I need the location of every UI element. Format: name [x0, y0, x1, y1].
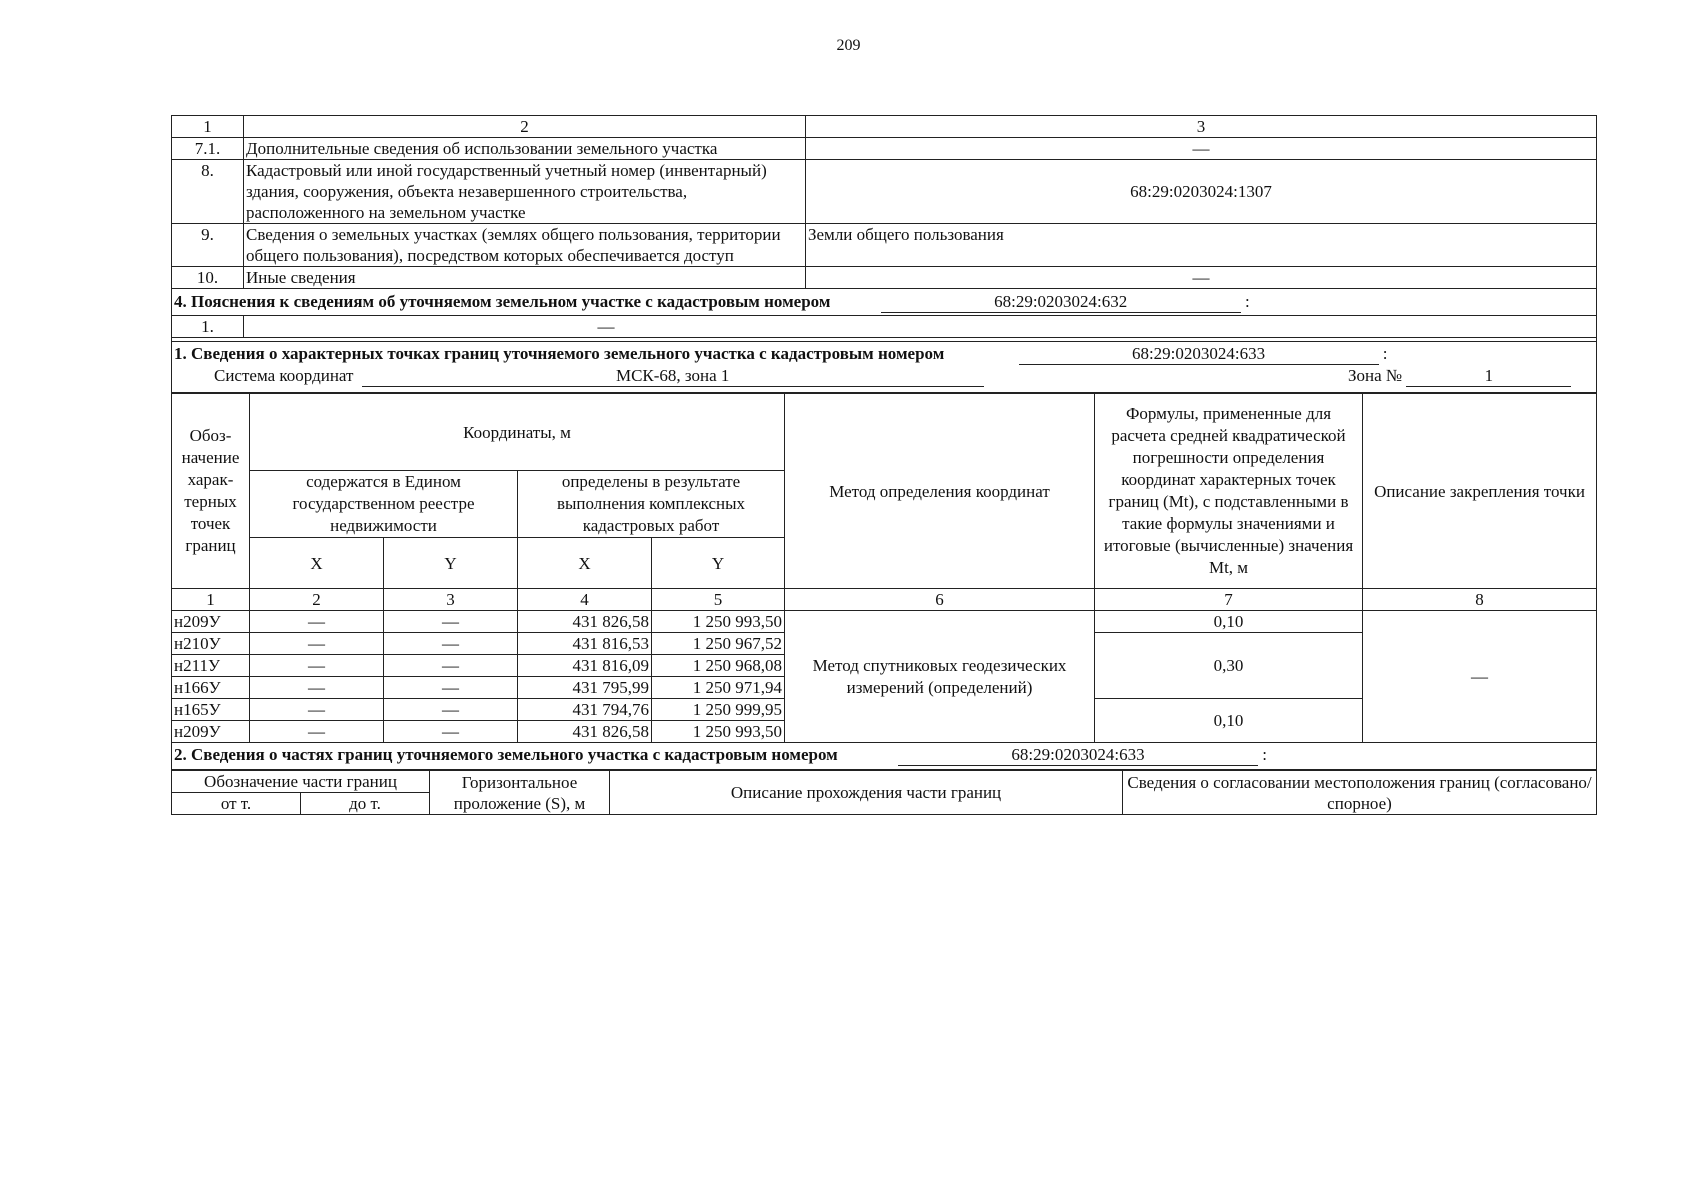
row-number: 8.: [172, 160, 244, 224]
point-x2: 431 816,09: [518, 655, 652, 677]
top-table-header-row: [172, 116, 1597, 138]
point-y1: —: [384, 677, 518, 699]
point-x2: 431 794,76: [518, 699, 652, 721]
header-description: Описание прохождения части границ: [610, 771, 1123, 815]
zone-value: 1: [1406, 366, 1571, 387]
point-x1: —: [250, 633, 384, 655]
fixing-value: —: [1363, 611, 1597, 743]
zone-label: Зона №: [1347, 366, 1403, 385]
point-y2: 1 250 967,52: [652, 633, 785, 655]
point-y1: —: [384, 633, 518, 655]
header-agreement: Сведения о согласовании местоположения границ (согласовано/спорное): [1123, 771, 1597, 815]
point-name: н165У: [172, 699, 250, 721]
header-y: Y: [384, 538, 518, 589]
header-x: X: [250, 538, 384, 589]
column-number: 4: [518, 589, 652, 611]
point-x1: —: [250, 611, 384, 633]
section4-colon: :: [1244, 292, 1250, 311]
point-y1: —: [384, 611, 518, 633]
parts-table: [171, 770, 1597, 815]
point-y1: —: [384, 699, 518, 721]
section1-title: 1. Сведения о характерных точках границ уточняемого земельного участка с кадастровым номером: [174, 344, 945, 363]
header-point: Обоз-начение харак-терных точек границ: [172, 394, 250, 589]
point-x1: —: [250, 655, 384, 677]
point-name: н166У: [172, 677, 250, 699]
table-row: [172, 224, 1597, 267]
header-method: Метод определения координат: [785, 394, 1095, 589]
section4-title-row: [172, 289, 1597, 316]
row-label: Сведения о земельных участках (землях общего пользования, территории общего пользования), посредством которых обеспечивается доступ: [244, 224, 806, 267]
header-cell: 3: [806, 116, 1597, 138]
table-row: [172, 267, 1597, 289]
header-horizontal: Горизонтальное проложение (S), м: [430, 771, 610, 815]
mt-value: 0,10: [1095, 699, 1363, 743]
header-from: от т.: [172, 793, 301, 815]
header-coordinates: Координаты, м: [250, 394, 785, 471]
section1-cad-number: 68:29:0203024:633: [1019, 344, 1379, 365]
point-x2: 431 826,58: [518, 721, 652, 743]
section2-colon: :: [1262, 745, 1267, 764]
point-y2: 1 250 971,94: [652, 677, 785, 699]
row-number: 9.: [172, 224, 244, 267]
header-to: до т.: [301, 793, 430, 815]
method-value: Метод спутниковых геодезических измерений (определений): [785, 611, 1095, 743]
row-value: —: [806, 138, 1597, 160]
column-number: 8: [1363, 589, 1597, 611]
top-table: [171, 115, 1597, 338]
row-label: Кадастровый или иной государственный учетный номер (инвентарный) здания, сооружения, объекта незавершенного строительства, расположенного на земельном участке: [244, 160, 806, 224]
header-part-label: Обозначение части границ: [172, 771, 430, 793]
point-x2: 431 795,99: [518, 677, 652, 699]
point-y2: 1 250 999,95: [652, 699, 785, 721]
column-number: 5: [652, 589, 785, 611]
point-name: н211У: [172, 655, 250, 677]
section1-header: [171, 341, 1597, 393]
header-cell: 1: [172, 116, 244, 138]
mt-value: 0,30: [1095, 633, 1363, 699]
point-x2: 431 816,53: [518, 633, 652, 655]
section4-title: 4. Пояснения к сведениям об уточняемом земельном участке с кадастровым номером: [174, 292, 831, 311]
column-number: 1: [172, 589, 250, 611]
row-value: 68:29:0203024:1307: [806, 160, 1597, 224]
point-name: н209У: [172, 721, 250, 743]
column-numbers-row: [172, 589, 1597, 611]
point-x1: —: [250, 721, 384, 743]
header-cell: 2: [244, 116, 806, 138]
point-x1: —: [250, 677, 384, 699]
row-value: —: [806, 267, 1597, 289]
coord-system-label: Система координат: [214, 366, 354, 385]
point-y1: —: [384, 655, 518, 677]
table-row: [172, 316, 1597, 338]
section2-cad-number: 68:29:0203024:633: [898, 745, 1258, 766]
row-value: —: [597, 317, 615, 336]
column-number: 3: [384, 589, 518, 611]
points-table: [171, 393, 1597, 743]
header-y: Y: [652, 538, 785, 589]
header-complex: определены в результате выполнения комплексных кадастровых работ: [518, 471, 785, 538]
row-value: Земли общего пользования: [806, 224, 1597, 267]
row-label: Дополнительные сведения об использовании земельного участка: [244, 138, 806, 160]
header-egrn: содержатся в Едином государственном реестре недвижимости: [250, 471, 518, 538]
point-x2: 431 826,58: [518, 611, 652, 633]
document: [171, 115, 1597, 815]
header-fixing: Описание закрепления точки: [1363, 394, 1597, 589]
point-y2: 1 250 993,50: [652, 721, 785, 743]
column-number: 6: [785, 589, 1095, 611]
section1-colon: :: [1382, 344, 1388, 363]
section2-title: 2. Сведения о частях границ уточняемого земельного участка с кадастровым номером: [174, 745, 838, 764]
table-row: [172, 160, 1597, 224]
point-y2: 1 250 968,08: [652, 655, 785, 677]
row-label: Иные сведения: [244, 267, 806, 289]
section2-header: [171, 743, 1597, 770]
point-y1: —: [384, 721, 518, 743]
row-number: 10.: [172, 267, 244, 289]
row-number: 1.: [172, 316, 244, 338]
column-number: 7: [1095, 589, 1363, 611]
coord-system-value: МСК-68, зона 1: [362, 366, 984, 387]
table-row: [172, 611, 1597, 633]
point-y2: 1 250 993,50: [652, 611, 785, 633]
point-name: н210У: [172, 633, 250, 655]
header-x: X: [518, 538, 652, 589]
table-row: [172, 138, 1597, 160]
header-formulas: Формулы, примененные для расчета средней квадратической погрешности определения координат характерных точек границ (Mt), с подставленными в такие формулы значениями и итоговые (вычисленные) значения Mt, м: [1095, 394, 1363, 589]
section4-cad-number: 68:29:0203024:632: [881, 291, 1241, 313]
point-x1: —: [250, 699, 384, 721]
mt-value: 0,10: [1095, 611, 1363, 633]
row-number: 7.1.: [172, 138, 244, 160]
column-number: 2: [250, 589, 384, 611]
page-number: 209: [836, 37, 861, 54]
point-name: н209У: [172, 611, 250, 633]
